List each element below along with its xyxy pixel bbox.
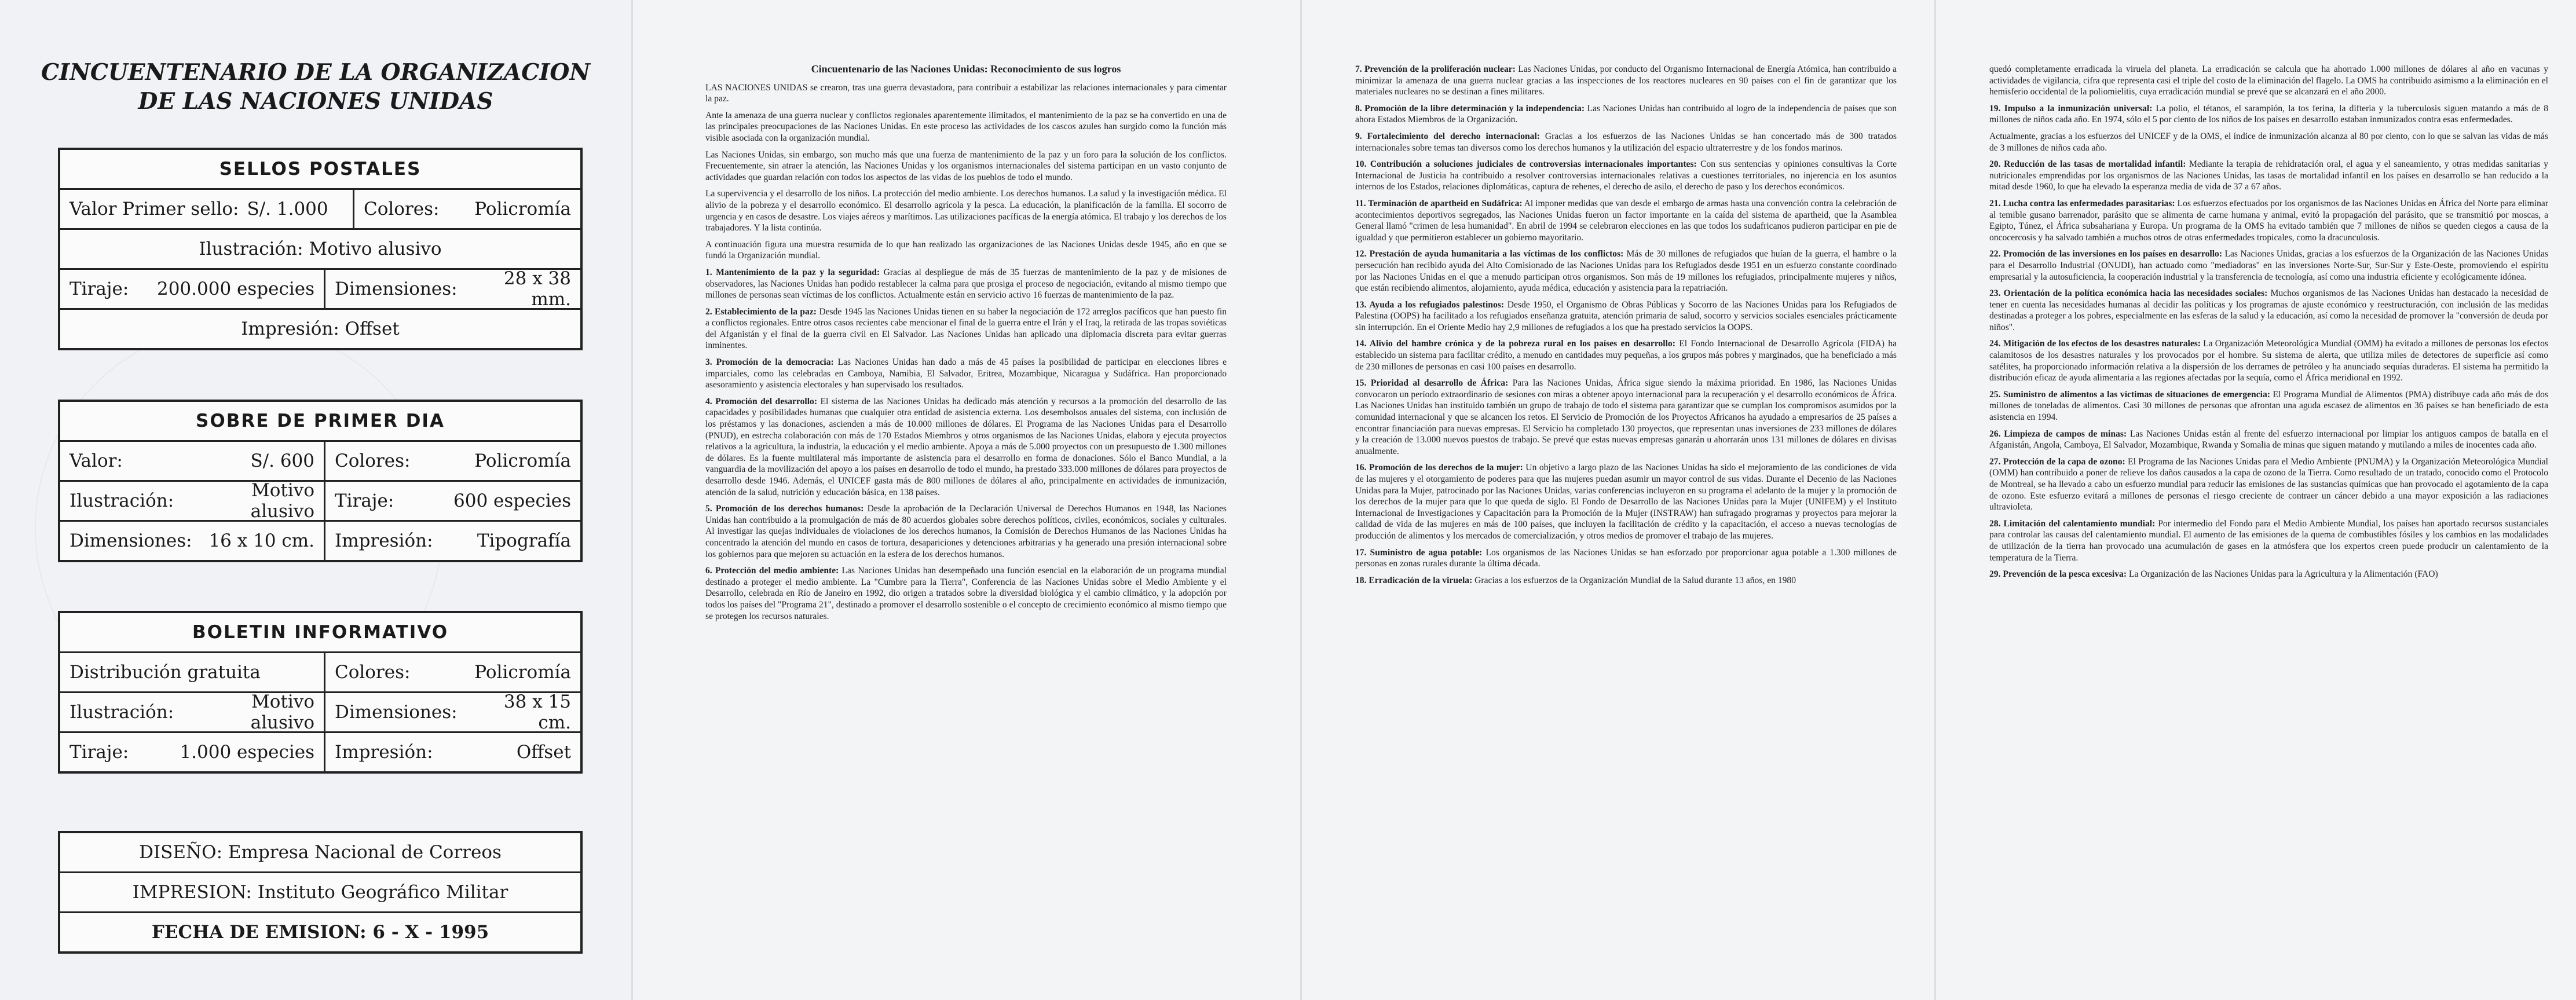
- value: Offset: [516, 742, 571, 763]
- sellos-row-impresion: [60, 308, 580, 348]
- sobre-header: SOBRE DE PRIMER DIA: [196, 411, 445, 431]
- value: S/. 1.000: [247, 199, 328, 219]
- paragraph: 8. Promoción de la libre determinación y la independencia: Las Naciones Unidas han contribuido al logro de la independencia de países que son ahora Estados Miembros de la Organización.: [1355, 103, 1897, 125]
- value: Tipografía: [477, 530, 571, 551]
- column-heading: Cincuentenario de las Naciones Unidas: Reconocimiento de sus logros: [811, 63, 1121, 75]
- label: Dimensiones:: [335, 279, 458, 299]
- paragraph: 17. Suministro de agua potable: Los organismos de las Naciones Unidas se han esforzado por proporcionar agua potable a 1.300 millones de personas en zonas rurales durante la última década.: [1355, 547, 1897, 569]
- boletin-header: BOLETIN INFORMATIVO: [192, 622, 449, 643]
- paragraph: quedó completamente erradicada la viruela del planeta. La erradicación se calcula que ha ahorrado 1.000 millones de dólares al año en vacunas y actividades de vigilancia, cifra que representa casi el triple del costo de la eliminación del flagelo. La OMS ha contribuido asimismo a la eliminación en el hemisferio occidental de la poliomielitis, cuya erradicación mundial se prevé que se alcanzará en el año 2000.: [1989, 64, 2548, 97]
- paragraph: 27. Protección de la capa de ozono: El Programa de las Naciones Unidas para el Medio Ambiente (PNUMA) y la Organización Meteorológica Mundial (OMM) han contribuido a poner de relieve los daños causados a la capa de ozono de la Tierra. Como resultado de un tratado, conocido como el Protocolo de Montreal, se ha llevado a cabo un esfuerzo mundial para reducir las emisiones de las sustancias químicas que han provocado el agotamiento de la capa de ozono. Este esfuerzo evitará a millones de personas el riesgo creciente de contraer un cáncer debido a una mayor exposición a las radiaciones ultravioleta.: [1989, 456, 2548, 512]
- value: Motivo alusivo: [250, 691, 314, 733]
- text-column-3: [1989, 64, 2548, 585]
- boletin-row-ilustracion: [60, 691, 580, 731]
- paragraph: 12. Prestación de ayuda humanitaria a las víctimas de los conflictos: Más de 30 millones de refugiados que huían de la guerra, el hambre o la persecución han recibido ayuda del Alto Comisionado de las Naciones Unidas para los Refugiados desde 1951 en un esfuerzo constante coordinado por las Naciones Unidas en el que a menudo participan otros organismos. Son más de 19 millones los refugiados, principalmente mujeres y niños, que están recibiendo alimentos, alojamiento, ayuda médica, educación y asistencia para la repatriación.: [1355, 249, 1897, 294]
- text-column-2: [1355, 64, 1897, 591]
- value: FECHA DE EMISION: 6 - X - 1995: [151, 922, 489, 943]
- page-title-line1: CINCUENTENARIO DE LA ORGANIZACION: [41, 59, 591, 86]
- label: Tiraje:: [69, 742, 129, 763]
- paragraph: 4. Promoción del desarrollo: El sistema de las Naciones Unidas ha dedicado más atención y recursos a la promoción del desarrollo de las capacidades y posibilidades humanas que cualquier otra entidad de asistencia externa. Los desembolsos anuales del sistema, con inclusión de los préstamos y las donaciones, ascienden a más de 10.000 millones de dólares. El Programa de las Naciones Unidas para el Desarrollo (PNUD), en estrecha colaboración con más de 170 Estados Miembros y otros organismos de las Naciones Unidas, elabora y ejecuta proyectos relativos a la agricultura, la industria, la educación y el medio ambiente. Apoya a más de 5.000 proyectos con un presupuesto de 1.300 millones de dólares. Es la fuente multilateral más importante de asistencia para el desarrollo en forma de donaciones. Sólo el Banco Mundial, a la vanguardia de la movilización del apoyo a los países en desarrollo de todo el mundo, ha prestado 333.000 millones de dólares para proyectos de desarrollo desde 1946. Además, el UNICEF gasta más de 800 millones de dólares al año, principalmente en actividades de inmunización, atención de la salud, nutrición y educación básica, en 138 países.: [705, 396, 1227, 497]
- value: 28 x 38 mm.: [503, 268, 571, 310]
- paragraph: 11. Terminación de apartheid en Sudáfrica: Al imponer medidas que van desde el embargo de armas hasta una convención contra la celebración de acontecimientos deportivos segregados, las Naciones Unidas fueron un factor importante en la caída del sistema de apartheid, que la Asamblea General llamó "crimen de lesa humanidad". En abril de 1994 se celebraron elecciones en las que todos los sudafricanos pudieron participar en pie de igualdad y que permitieron establecer un gobierno mayoritario.: [1355, 198, 1897, 243]
- value: Impresión: Offset: [241, 318, 400, 339]
- paragraph: 15. Prioridad al desarrollo de África: Para las Naciones Unidas, África sigue siendo la máxima prioridad. En 1986, las Naciones Unidas convocaron un período extraordinario de sesiones con miras a obtener apoyo internacional para la recuperación y el desarrollo económicos de África. Las Naciones Unidas han instituido también un grupo de trabajo de todo el sistema para garantizar que se cumplan los compromisos asumidos por la comunidad internacional y que se alcancen los retos. El Servicio de Promoción de los Proyectos Africanos ha ayudado a empresarios de 25 países a encontrar financiación para nuevas empresas. El Servicio ha completado 130 proyectos, que representan unas inversiones de 233 millones de dólares y la creación de 13.000 nuevos puestos de trabajo. Se prevé que estas nuevas empresas ganarán u ahorrarán unos 131 millones de dólares en divisas anualmente.: [1355, 378, 1897, 456]
- value: 16 x 10 cm.: [208, 530, 314, 551]
- paragraph: 24. Mitigación de los efectos de los desastres naturales: La Organización Meteorológica Mundial (OMM) ha evitado a millones de personas los efectos calamitosos de los desastres naturales y los provocados por el hombre. Su sistema de alerta, que utiliza miles de detectores de superficie así como satélites, ha proporcionado información relativa a la dispersión de los derrames de petróleo y ha anunciado sequías duraderas. El sistema ha permitido la distribución eficaz de ayuda alimentaria a las regiones afectadas por la sequía, como el África meridional en 1992.: [1989, 339, 2548, 383]
- label: Tiraje:: [69, 279, 129, 299]
- paragraph: 5. Promoción de los derechos humanos: Desde la aprobación de la Declaración Universal de Derechos Humanos en 1948, las Naciones Unidas han contribuido a la promulgación de más de 80 acuerdos globales sobre derechos políticos, civiles, económicos, sociales y culturales. Al investigar las quejas individuales de violaciones de los derechos humanos, la Comisión de Derechos Humanos de las Naciones Unidas ha concentrado la atención del mundo en casos de tortura, desapariciones y detenciones arbitrarias y ha generado una presión internacional sobre los gobiernos para que mejoren su actuación en la esfera de los derechos humanos.: [705, 504, 1227, 559]
- value: 200.000 especies: [156, 279, 314, 299]
- value: Policromía: [474, 199, 571, 219]
- paragraph: 7. Prevención de la proliferación nuclear: Las Naciones Unidas, por conducto del Organismo Internacional de Energía Atómica, han contribuido a minimizar la amenaza de una guerra nuclear gracias a las inspecciones de los reactores nucleares en 90 países con el fin de garantizar que los materiales nucleares no se destinan a fines militares.: [1355, 64, 1897, 97]
- paragraph: Ante la amenaza de una guerra nuclear y conflictos regionales aparentemente ilimitados, el mantenimiento de la paz se ha convertido en una de las principales preocupaciones de las Naciones Unidas. En este proceso las actividades de los cascos azules han surgido como la función más visible asociada con la organización mundial.: [705, 110, 1227, 143]
- text-panel-2: [1300, 0, 1934, 1000]
- value: 600 especies: [453, 490, 571, 511]
- label: Dimensiones:: [69, 530, 192, 551]
- credits-box: [58, 831, 583, 954]
- label: Dimensiones:: [335, 702, 458, 723]
- label: Ilustración:: [69, 490, 174, 511]
- boletin-row-tiraje: [60, 731, 580, 771]
- paragraph: LAS NACIONES UNIDAS se crearon, tras una guerra devastadora, para contribuir a estabilizar las relaciones internacionales y para cimentar la paz.: [705, 82, 1227, 104]
- label: Tiraje:: [335, 490, 394, 511]
- label: Valor:: [69, 450, 123, 471]
- text-panel-3: [1934, 0, 2576, 1000]
- boletin-row-distribucion: [60, 651, 580, 691]
- paragraph: 22. Promoción de las inversiones en los países en desarrollo: Las Naciones Unidas, gracias a los esfuerzos de la Organización de las Naciones Unidas para el Desarrollo Industrial (ONUDI), han actuado como "mediadoras" en las inversiones Norte-Sur, Sur-Sur y Este-Oeste, promoviendo el espíritu empresarial y la autosuficiencia, la cooperación industrial y la transferencia de tecnología, así como una industria eficiente y ecológicamente idónea.: [1989, 249, 2549, 282]
- text-panel-1: [631, 0, 1300, 1000]
- credits-impresion: [60, 871, 580, 911]
- value: Motivo alusivo: [250, 480, 314, 522]
- paragraph: 2. Establecimiento de la paz: Desde 1945 las Naciones Unidas tienen en su haber la negociación de 172 arreglos pacíficos que han puesto fin a conflictos regionales. Entre otros casos recientes cabe mencionar el final de la guerra entre el Irán y el Iraq, la retirada de las tropas soviéticas del Afganistán y el final de la guerra civil en El Salvador. Las Naciones Unidas han aplicado una diplomacia discreta para evitar guerras inminentes.: [705, 306, 1227, 351]
- credits-diseno: [60, 833, 580, 871]
- paragraph: 3. Promoción de la democracia: Las Naciones Unidas han dado a más de 45 países la posibilidad de participar en elecciones libres e imparciales, como las celebradas en Camboya, Namibia, El Salvador, Eritrea, Mozambique, Nicaragua y Sudáfrica. Han proporcionado asesoramiento y asistencia electorales y han supervisado los resultados.: [705, 357, 1227, 390]
- paragraph: 21. Lucha contra las enfermedades parasitarias: Los esfuerzos efectuados por los organismos de las Naciones Unidas en África del Norte para eliminar al temible gusano barrenador, parásito que se alimenta de carne humana y animal, evitó la propagación del parásito, que se transmitió por moscas, a Egipto, Túnez, el África subsahariana y Europa. Un programa de la OMS ha evitado también que 7 millones de niños se queden ciegos a causa de la oncocercosis y ha salvado también a muchos otros de otras enfermedades tropicales, como la dracunculosis.: [1989, 198, 2548, 243]
- credits-fecha: [60, 911, 580, 951]
- value: 1.000 especies: [180, 742, 314, 763]
- sobre-row-ilustracion: [60, 480, 580, 520]
- label: Impresión:: [335, 530, 433, 551]
- sobre-primer-dia-box: [58, 400, 583, 562]
- label: Impresión:: [335, 742, 433, 763]
- text-column-1: [705, 64, 1227, 627]
- paragraph: 28. Limitación del calentamiento mundial: Por intermedio del Fondo para el Medio Ambiente Mundial, los países han aportado recursos sustanciales para controlar las causas del calentamiento mundial. El aumento de las emisiones de la quema de combustibles fósiles y los cambios en las modalidades de utilización de la tierra han provocado una acumulación de gases en la atmósfera que los expertos creen puede producir un calentamiento de la temperatura de la Tierra.: [1989, 518, 2548, 563]
- label: Valor Primer sello:: [69, 199, 239, 219]
- paragraph: 20. Reducción de las tasas de mortalidad infantil: Mediante la terapia de rehidratación oral, el agua y el saneamiento, y otras medidas sanitarias y nutricionales emprendidas por los organismos de las Naciones Unidas, las tasas de mortalidad infantil en los países en desarrollo se han reducido a la mitad desde 1960, lo que ha elevado la esperanza media de vida de 37 a 67 años.: [1989, 159, 2549, 192]
- value: S/. 600: [250, 450, 314, 471]
- sellos-postales-box: [58, 148, 583, 350]
- paragraph: 26. Limpieza de campos de minas: Las Naciones Unidas están al frente del esfuerzo internacional por limpiar los antiguos campos de batalla en el Afganistán, Angola, Camboya, El Salvador, Mozambique, Rwanda y Somalia de minas que siguen matando y mutilando a miles de inocentes cada año.: [1989, 428, 2548, 450]
- page-title-line2: DE LAS NACIONES UNIDAS: [138, 88, 493, 115]
- value: Ilustración: Motivo alusivo: [199, 239, 442, 259]
- paragraph: 10. Contribución a soluciones judiciales de controversias internacionales importantes: Con sus sentencias y opiniones consultivas la Corte Internacional de Justicia ha contribuido a resolver controversias internacionales relativas a cuestiones territoriales, no injerencia en los asuntos internos de los Estados, relaciones diplomáticas, captura de rehenes, el derecho de asilo, el derecho de paso y los derechos económicos.: [1355, 159, 1897, 192]
- paragraph: Las Naciones Unidas, sin embargo, son mucho más que una fuerza de mantenimiento de la paz y un foro para la solución de los conflictos. Frecuentemente, sin atraer la atención, las Naciones Unidas y los organismos internacionales del sistema participan en un vasto conjunto de actividades que guardan relación con todos los aspectos de las vidas de los pueblos de todo el mundo.: [705, 149, 1227, 182]
- paragraph: 14. Alivio del hambre crónica y de la pobreza rural en los países en desarrollo: El Fondo Internacional de Desarrollo Agrícola (FIDA) ha establecido un sistema para facilitar crédito, a menudo en cantidades muy pequeñas, a los grupos más pobres y marginados, que ha beneficiado a más de 230 millones de personas en casi 100 países en desarrollo.: [1355, 339, 1897, 372]
- label: Colores:: [335, 662, 411, 683]
- value: IMPRESION: Instituto Geográfico Militar: [132, 882, 508, 903]
- paragraph: 23. Orientación de la política económica hacia las necesidades sociales: Muchos organismos de las Naciones Unidas han destacado la necesidad de tener en cuenta las necesidades humanas al decidir las políticas y los programas de ajuste económico y reestructuración, con inclusión de las medidas destinadas a proteger a los pobres, especialmente en las esferas de la salud y la educación, así como la necesidad de promover la "conversión de deuda por niños".: [1989, 288, 2548, 332]
- sellos-row-valor: [60, 188, 580, 228]
- stamp-info-panel: [0, 0, 631, 1000]
- paragraph: La supervivencia y el desarrollo de los niños. La protección del medio ambiente. Los derechos humanos. La salud y la investigación médica. El alivio de la pobreza y el desarrollo económico. El desarrollo agrícola y la pesca. La educación, la planificación de la familia. El socorro de urgencia y en casos de desastre. Los viajes aéreos y marítimos. Las utilizaciones pacíficas de la energía atómica. El trabajo y los derechos de los trabajadores. Y la lista continúa.: [705, 189, 1227, 233]
- sobre-row-dimensiones: [60, 520, 580, 560]
- paragraph: 29. Prevención de la pesca excesiva: La Organización de las Naciones Unidas para la Agricultura y la Alimentación (FAO): [1989, 569, 2438, 580]
- paragraph: 1. Mantenimiento de la paz y la seguridad: Gracias al despliegue de más de 35 fuerzas de mantenimiento de la paz y de misiones de observadores, las Naciones Unidas han podido restablecer la calma para que prosiga el proceso de negociación, evitando al mismo tiempo que millones de personas sean víctimas de los conflictos. Actualmente están en servicio activo 16 fuerzas de mantenimiento de la paz.: [705, 267, 1227, 301]
- paragraph: 6. Protección del medio ambiente: Las Naciones Unidas han desempeñado una función esencial en la elaboración de un programa mundial destinado a proteger el medio ambiente. La "Cumbre para la Tierra", Conferencia de las Naciones Unidas sobre el Medio Ambiente y el Desarrollo, celebrada en Río de Janeiro en 1992, dio origen a tratados sobre la diversidad biológica y el cambio climático, y la adopción por todos los países del "Programa 21", destinado a promover el desarrollo sostenible o el concepto de crecimiento económico al mismo tiempo que se protegen los recursos naturales.: [705, 566, 1227, 621]
- value: Policromía: [474, 450, 571, 471]
- paragraph: 19. Impulso a la inmunización universal: La polio, el tétanos, el sarampión, la tos ferina, la difteria y la tuberculosis siguen matando a más de 8 millones de niños cada año. En 1974, sólo el 5 por ciento de los niños de los países en desarrollo estaban inmunizados contra esas enfermedades.: [1989, 103, 2548, 125]
- boletin-informativo-box: [58, 611, 583, 774]
- paragraph: 13. Ayuda a los refugiados palestinos: Desde 1950, el Organismo de Obras Públicas y Socorro de las Naciones Unidas para los Refugiados de Palestina (OOPS) ha facilitado a los refugiados enseñanza gratuita, atención primaria de salud, socorro y servicios sociales esenciales prácticamente sin interrupción. En el Oriente Medio hay 2,9 millones de refugiados a los que ha prestado servicios la OOPS.: [1355, 299, 1897, 332]
- paragraph: 18. Erradicación de la viruela: Gracias a los esfuerzos de la Organización Mundial de la Salud durante 13 años, en 1980: [1355, 575, 1796, 585]
- paragraph: A continuación figura una muestra resumida de lo que han realizado las organizaciones de las Naciones Unidas desde 1945, año en que se fundó la Organización mundial.: [705, 239, 1227, 261]
- label: Ilustración:: [69, 702, 174, 723]
- paragraph: 25. Suministro de alimentos a las víctimas de situaciones de emergencia: El Programa Mundial de Alimentos (PMA) distribuye cada año más de dos millones de toneladas de alimentos. Casi 30 millones de personas que afrontan una aguda escasez de alimentos en 36 países se han beneficiado de esta asistencia en 1994.: [1989, 389, 2548, 423]
- paragraph: 9. Fortalecimiento del derecho internacional: Gracias a los esfuerzos de las Naciones Unidas se han concertado más de 300 tratados internacionales sobre temas tan diversos como los derechos humanos y la utilización del espacio ultraterrestre y de los fondos marinos.: [1355, 131, 1897, 153]
- label: Colores:: [335, 450, 411, 471]
- label: Colores:: [364, 199, 440, 219]
- sellos-header: SELLOS POSTALES: [219, 159, 422, 180]
- sellos-row-ilustracion: [60, 228, 580, 268]
- sobre-row-valor: [60, 440, 580, 480]
- paragraph: Actualmente, gracias a los esfuerzos del UNICEF y de la OMS, el índice de inmunización alcanza al 80 por ciento, con lo que se salvan las vidas de más de 3 millones de niños cada año.: [1989, 131, 2548, 153]
- value: Distribución gratuita: [69, 662, 261, 683]
- value: Policromía: [474, 662, 571, 683]
- value: DISEÑO: Empresa Nacional de Correos: [139, 842, 502, 863]
- value: 38 x 15 cm.: [503, 691, 571, 733]
- paragraph: 16. Promoción de los derechos de la mujer: Un objetivo a largo plazo de las Naciones Unidas ha sido el mejoramiento de las condiciones de vida de las mujeres y el otorgamiento de poderes para que las mujeres puedan asumir un mayor control de sus vidas. Durante el Decenio de las Naciones Unidas para la Mujer, patrocinado por las Naciones Unidas, varias conferencias incluyeron en su programa el adelanto de la mujer y la promoción de los derechos de la mujer para que lo que queda de siglo. El Fondo de Desarrollo de las Naciones Unidas para la Mujer (UNIFEM) y el Instituto Internacional de Investigaciones y Capacitación para la Promoción de la Mujer (INSTRAW) han sufragado programas y proyectos para mejorar la calidad de vida de las mujeres en más de 100 países, que incluyen la facilitación de crédito y la capacitación, el acceso a nuevas tecnologías de producción de alimentos y los mercados de comercialización, y otros medios de promover el trabajo de las mujeres.: [1355, 463, 1897, 541]
- sellos-row-tiraje: [60, 268, 580, 308]
